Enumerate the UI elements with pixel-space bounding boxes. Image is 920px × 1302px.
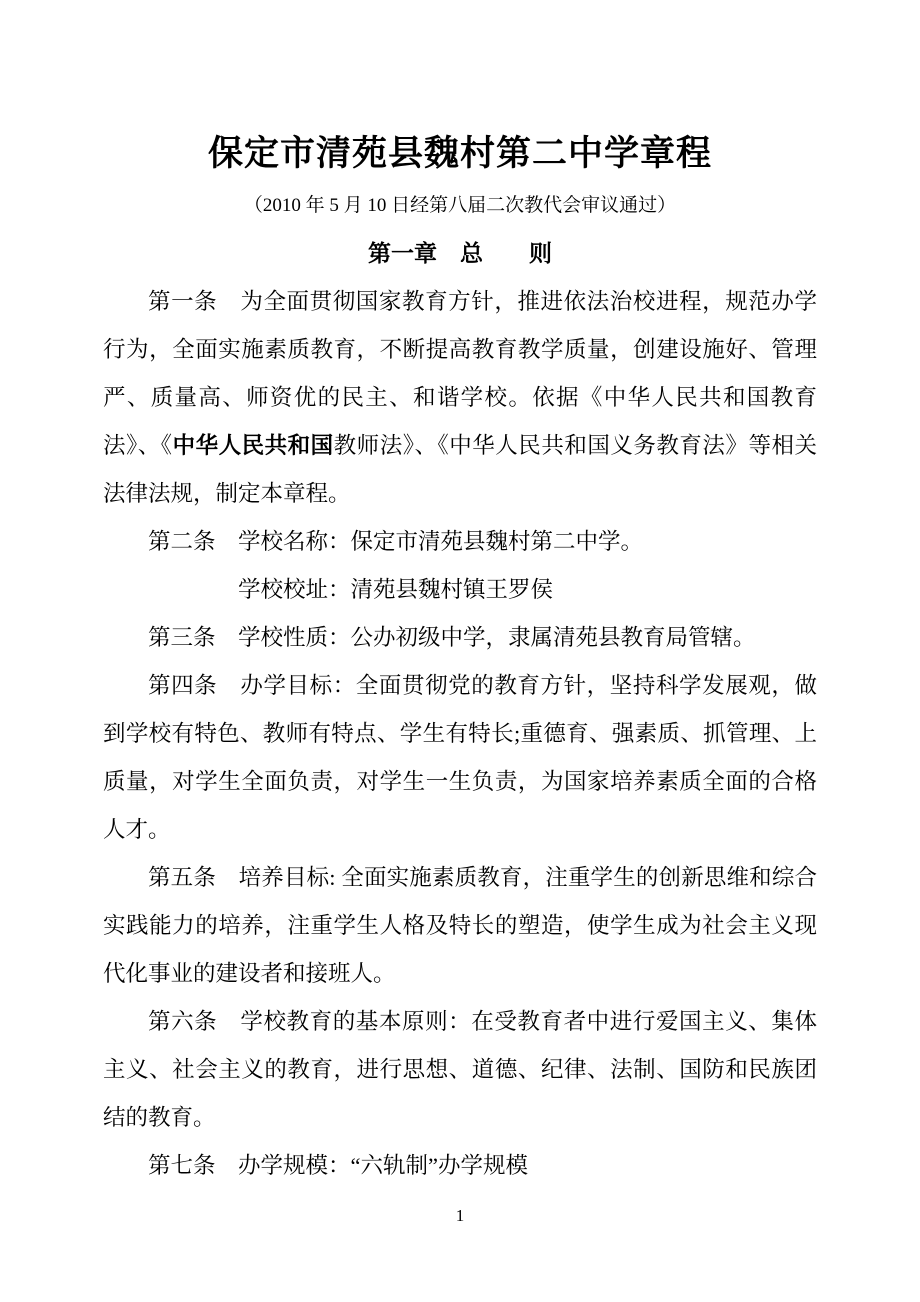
document-title: 保定市清苑县魏村第二中学章程 [207,134,712,173]
article-4-paragraph: 第四条 办学目标：全面贯彻党的教育方针，坚持科学发展观，做到学校有特色、教师有特点、学生有特长;重德育、强素质、抓管理、上质量，对学生全面负责，对学生一生负责，为国家培养素质全面的合格人才。 [103,673,817,842]
article-2-paragraph: 第二条 学校名称：保定市清苑县魏村第二中学。 [148,529,644,554]
article-1-bold-segment: 中华人民共和国 [172,433,334,458]
article-2-address-line: 学校校址：清苑县魏村镇王罗侯 [238,577,554,602]
article-7-paragraph: 第七条 办学规模：“六轨制”办学规模 [148,1153,528,1178]
article-6-paragraph: 第六条 学校教育的基本原则：在受教育者中进行爱国主义、集体主义、社会主义的教育，进行思想、道德、纪律、法制、国防和民族团结的教育。 [103,1009,817,1130]
article-5-paragraph: 第五条 培养目标: 全面实施素质教育，注重学生的创新思维和综合实践能力的培养，注重学生人格及特长的塑造，使学生成为社会主义现代化事业的建设者和接班人。 [103,865,817,986]
article-1-text-end: 教师法》、《中华人民共和国义务教育法》等相关法律法规，制定本章程。 [103,433,817,506]
page-number: 1 [455,1206,465,1225]
document-body [103,278,817,1190]
chapter-heading: 第一章 总 则 [368,240,552,266]
document-subtitle: （2010 年 5 月 10 日经第八届二次教代会审议通过） [243,195,677,216]
article-1-paragraph [103,278,817,518]
article-3-paragraph: 第三条 学校性质：公办初级中学，隶属清苑县教育局管辖。 [148,625,756,650]
article-1-text-start: 第一条 为全面贯彻国家教育方针，推进依法治校进程，规范办学行为，全面实施素质教育，不断提高教育教学质量，创建设施好、管理严、质量高、师资优的民主、和谐学校。依据《中华人民共和国教育法》、《 [103,289,817,458]
